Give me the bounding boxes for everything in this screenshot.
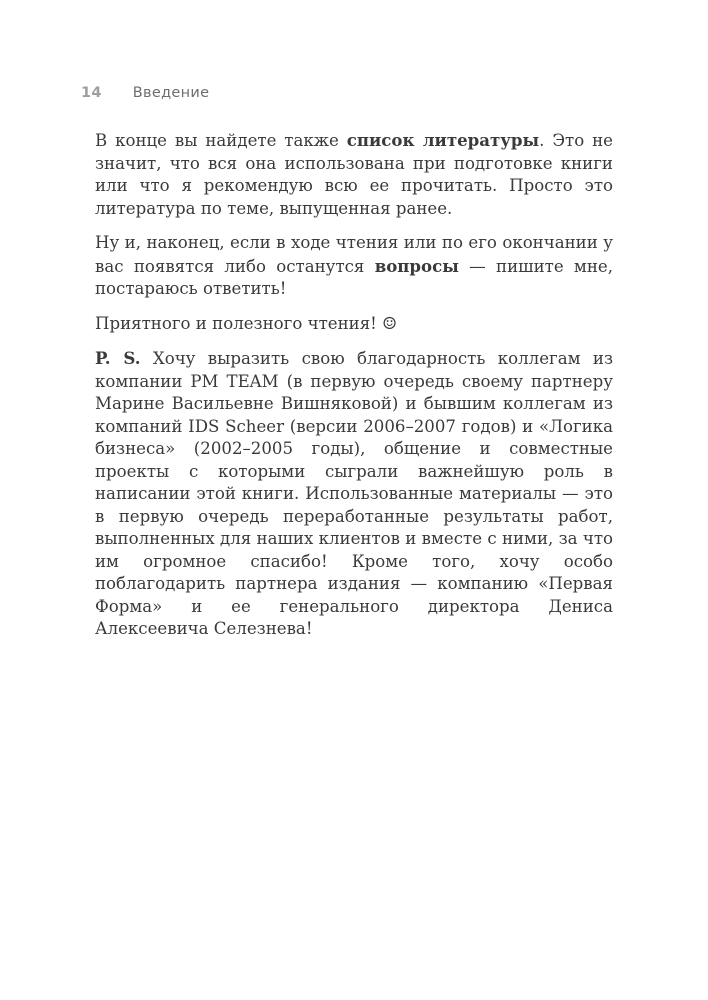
- bold-text-run: P. S.: [95, 348, 141, 368]
- text-run: В конце вы найдете также: [95, 131, 347, 150]
- text-run: Приятного и полезного чтения! ☺: [95, 313, 397, 333]
- running-header: [81, 86, 209, 101]
- bold-text-run: вопросы: [374, 255, 459, 276]
- text-run: — пишите мне, постараюсь ответить!: [95, 256, 613, 298]
- paragraph: [95, 232, 613, 301]
- paragraph: [95, 347, 613, 641]
- paragraph: [95, 313, 613, 336]
- page-number: 14: [81, 85, 102, 101]
- text-run: . Это не значит, что вся она использована при подготовке книги или что я рекомендую всю ее прочитать. Просто это литература по теме, выпущенная ранее.: [95, 131, 613, 218]
- text-run: Хочу выразить свою благодарность коллегам из компании PM TEAM (в первую очередь своему партнеру Марине Васильевне Вишняковой) и бывшим коллегам из компаний IDS Scheer (версии 2006–2007 годов) и «Логика бизнеса» (2002–2005 годы), общение и совместные проекты с которыми сыграли важнейшую роль в написании этой книги. Использованные материалы — это в первую очередь переработанные результаты работ, выполненных для наших клиентов и вместе с ними, за что им огромное спасибо! Кроме того, хочу особо поблагодарить партнера издания — компанию «Первая Форма» и ее генерального директора Дениса Алексеевича Селезнева!: [95, 349, 613, 638]
- text-run: Ну и, наконец, если в ходе чтения или по его окончании у вас появятся либо останутся: [95, 233, 613, 276]
- section-title: Введение: [132, 85, 210, 101]
- page-text: [95, 129, 613, 641]
- paragraph: [95, 129, 613, 220]
- bold-text-run: список литературы: [346, 130, 540, 150]
